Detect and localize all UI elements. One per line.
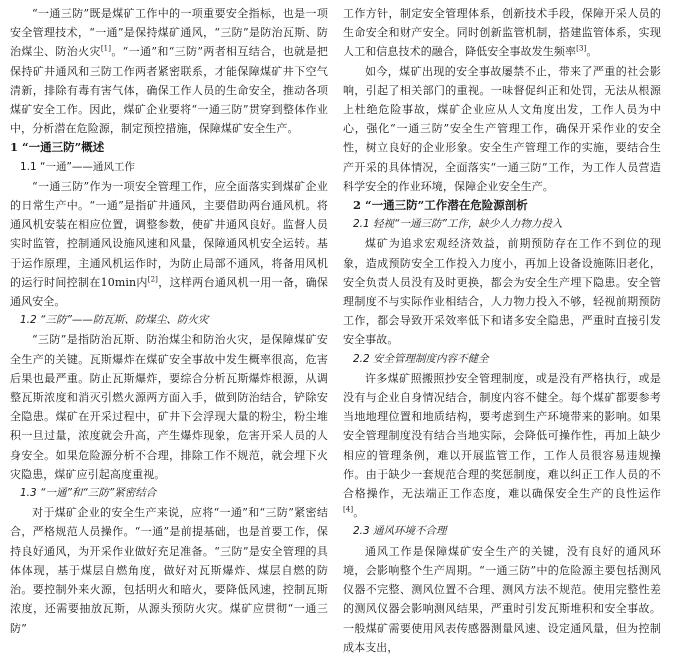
subsection-heading-2-1: 2.1 轻视“一通三防”工作，缺少人力物力投入 [353, 218, 563, 231]
paragraph-investment: 煤矿为追求宏观经济效益，前期预防存在工作不到位的现象，造成预防安全工作投入力度小，再加上设备设施陈旧老化，安全负责人员没有及时更换，都会为安全生产埋下隐患。安全管理制度不与实际作业相结合，人力物力投入不够，轻视前期预防工作，都会导致开采效率低下和诸多安全隐患，严重时直接引发安全事故。 [343, 237, 661, 347]
subsection-heading-1-2: 1.2 “三防”——防瓦斯、防煤尘、防火灾 [20, 314, 209, 327]
paragraph-accidents: 如今，煤矿出现的安全事故屡禁不止，带来了严重的社会影响，引起了相关部门的重视。一味督促纠正和处罚，无法从根源上杜绝危险事故，煤矿企业应从人文角度出发，工作人员为中心，强化“一通三防”安全生产管理工作，确保开采作业的安全性，树立良好的企业形象。安全生产管理工作的实施，要结合生产开采的具体情况，全面落实“一通三防”工作，为工作人员营造科学安全的作业环境，保障企业安全生产。 [343, 64, 661, 193]
subsection-heading-1-3: 1.3 “一通”和“三防”紧密结合 [20, 487, 157, 500]
section-heading-2: 2 “一通三防”工作潜在危险源剖析 [353, 198, 528, 213]
paragraph-continuation: 工作方针，制定安全管理体系，创新技术手段，保障开采人员的生命安全和财产安全。同时创新监管机制，搭建监管体系，实现人工和信息技术的融合，降低安全事故发生频率[3]。 [343, 7, 661, 59]
paragraph-ventilation: “一通三防”作为一项安全管理工作，应全面落实到煤矿企业的日常生产中。“一通”是指矿井通风，主要借助两台通风机。将通风机安装在相应位置，调整参数，使矿井通风良好。监督人员实时监管，控制通风设施风速和风量，保障通风机安全运转。基于运作原理，主通风机运作时，为防止局部不通风，将备用风机的运行时间控制在10min内[2]，这样两台通风机一用一备，确保通风安全。 [10, 179, 329, 309]
section-heading-1: 1 “一通三防”概述 [10, 140, 105, 155]
subsection-heading-1-1: 1.1 “一通”——通风工作 [20, 160, 135, 173]
paragraph-ventilation-environment: 通风工作是保障煤矿安全生产的关键，没有良好的通风环境，会影响整个生产周期。“一通三防”中的危险源主要包括测风仪器不完整、测风位置不合理、测风方法不规范。使用完整性差的测风仪器会影响测风结果，严重时引发瓦斯堆积和安全事故。一般煤矿需要使用风表传感器测量风速、设定通风量，但为控制成本支出， [343, 544, 661, 654]
paragraph-intro: “一通三防”既是煤矿工作中的一项重要安全指标，也是一项安全管理技术，“一通”是保持煤矿通风，“三防”是防治瓦斯、防治煤尘、防治火灾[1]。“一通”和“三防”两者相互结合，也就是把保持矿井通风和三防工作两者紧密联系，才能保障煤矿井下空气清新，排除有毒有害气体，确保工作人员的生命安全，推动各项煤矿安全工作。因此，煤矿企业要将“一通三防”贯穿到整体作业中，分析潜在危险源，制定预控措施，保障煤矿安全生产。 [10, 7, 328, 136]
paragraph-combination: 对于煤矿企业的安全生产来说，应将“一通”和“三防”紧密结合，严格规范人员操作。“一通”是前提基础，也是首要工作，保持良好通风，为开采作业做好充足准备。“三防”是安全管理的具体体现，基于煤层自燃角度，做好对瓦斯爆炸、煤层自燃的防治。要控制外来火源，包括明火和暗火，要降低风速，控制瓦斯浓度，还需要抽放瓦斯，从源头预防火灾。煤矿应贯彻“一通三防” [10, 506, 328, 635]
subsection-heading-2-2: 2.2 安全管理制度内容不健全 [353, 352, 489, 365]
right-column [343, 4, 661, 657]
paragraph-three-prevention: “三防”是指防治瓦斯、防治煤尘和防治火灾，是保障煤矿安全生产的关键。瓦斯爆炸在煤矿安全事故中发生概率很高，危害后果也最严重。防止瓦斯爆炸，要综合分析瓦斯爆炸根源，从调整瓦斯浓度和消灭引燃火源两方面入手，做到防治结合，铲除安全隐患。煤矿在开采过程中，矿井下会浮现大量的粉尘，粉尘堆积一旦过量，浓度就会升高，产生爆炸现象，危害开采人员的人身安全。如果危险源分析不合理，排除工作不规范，就会埋下火灾隐患，煤矿应引起高度重视。 [10, 333, 328, 481]
subsection-heading-2-3: 2.3 通风环境不合理 [353, 525, 447, 538]
left-column [10, 4, 328, 638]
paragraph-management-system: 许多煤矿照搬照抄安全管理制度，或是没有严格执行，或是没有与企业自身情况结合，制度内容不健全。每个煤矿都要参考当地地理位置和地质结构，要考虑到生产环境带来的影响。如果安全管理制度没有结合当地实际，会降低可操作性，再加上缺少相应的管理条例，难以开展监管工作，工作人员很容易违规操作。由于缺少一套规范合理的奖惩制度，难以纠正工作人员的不合格操作，无法端正工作态度，难以确保安全生产的良性运作[4]。 [343, 371, 661, 520]
